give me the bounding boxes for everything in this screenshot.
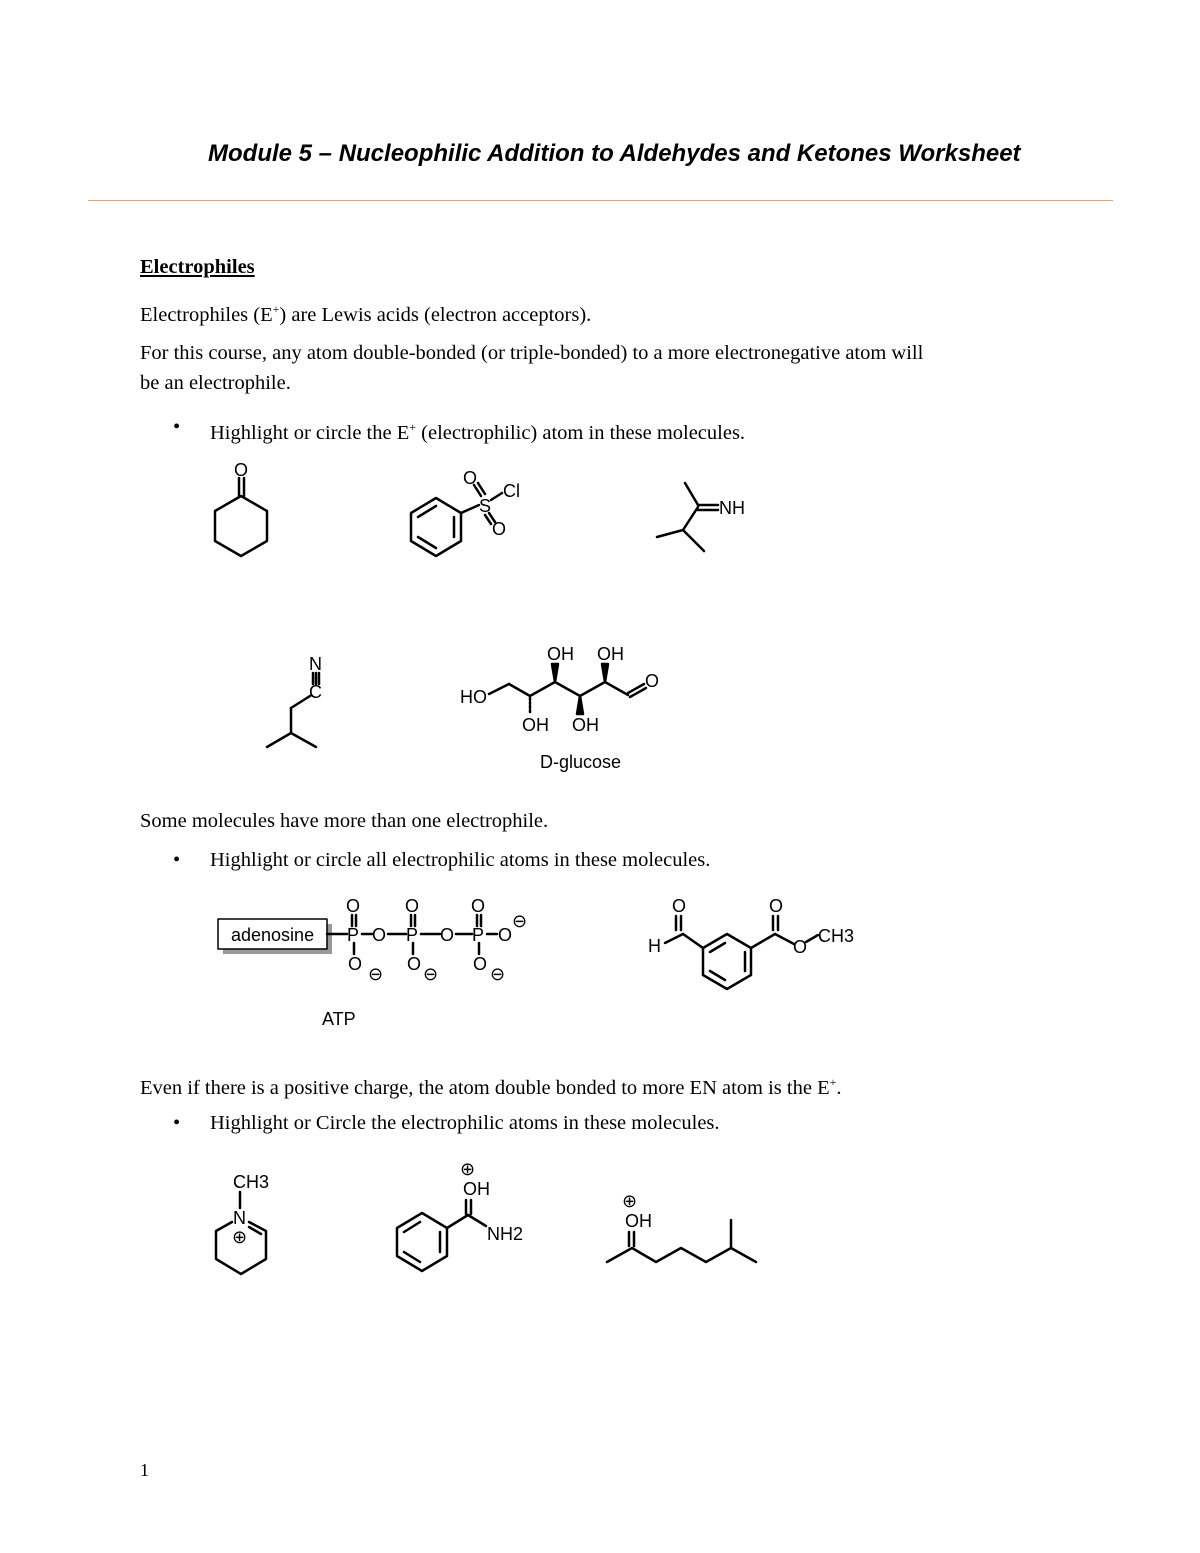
atom-label-ho: HO bbox=[460, 687, 487, 707]
paragraph-definition-line1: For this course, any atom double-bonded (or triple-bonded) to a more electronegative atom will bbox=[140, 342, 924, 364]
atom-label-c: C bbox=[309, 682, 322, 702]
atom-label-p: P bbox=[472, 925, 485, 945]
bullet-marker: • bbox=[173, 1112, 181, 1134]
atom-label-ch3: CH3 bbox=[818, 926, 855, 946]
atom-label-o: O bbox=[498, 925, 513, 945]
pyridinium-structure bbox=[216, 1172, 269, 1274]
atom-label-n: N bbox=[233, 1208, 246, 1228]
atom-label-ch3: CH3 bbox=[233, 1172, 270, 1192]
plus-sup: + bbox=[272, 302, 280, 316]
atom-label-o: O bbox=[440, 925, 455, 945]
paragraph-multiple-electrophiles: Some molecules have more than one electrophile. bbox=[140, 810, 549, 832]
charge-minus: ⊖ bbox=[490, 964, 506, 984]
glucose-structure bbox=[460, 644, 659, 772]
adenosine-label: adenosine bbox=[231, 925, 315, 945]
atom-label-oh: OH bbox=[463, 1179, 490, 1199]
bullet1-text-b: (electrophilic) atom in these molecules. bbox=[416, 421, 746, 444]
atom-label-p: P bbox=[406, 925, 419, 945]
atom-label-o: O bbox=[234, 460, 249, 480]
ester-aldehyde-structure bbox=[648, 896, 854, 989]
bullet-marker: • bbox=[173, 416, 181, 438]
plus-sup: + bbox=[409, 420, 417, 434]
paragraph-definition-line2: be an electrophile. bbox=[140, 372, 291, 394]
atom-label-o: O bbox=[473, 954, 488, 974]
atom-label-oh: OH bbox=[572, 715, 599, 735]
molecule-caption: ATP bbox=[322, 1009, 356, 1029]
atom-label-o: O bbox=[407, 954, 422, 974]
atom-label-h: H bbox=[648, 936, 661, 956]
sulfonyl-chloride-structure bbox=[411, 468, 520, 556]
charge-minus: ⊖ bbox=[423, 964, 439, 984]
bullet-instruction-3: Highlight or Circle the electrophilic atoms in these molecules. bbox=[210, 1112, 720, 1134]
charge-minus: ⊖ bbox=[368, 964, 384, 984]
atom-label-o: O bbox=[346, 896, 361, 916]
atom-label-p: P bbox=[347, 925, 360, 945]
para4-text-b: . bbox=[836, 1076, 842, 1099]
atom-label-oh: OH bbox=[547, 644, 574, 664]
atom-label-o: O bbox=[471, 896, 486, 916]
atom-label-o: O bbox=[405, 896, 420, 916]
atom-label-oh: OH bbox=[625, 1211, 652, 1231]
page-number: 1 bbox=[140, 1460, 149, 1480]
bullet-instruction-2: Highlight or circle all electrophilic atoms in these molecules. bbox=[210, 849, 711, 871]
page-title: Module 5 – Nucleophilic Addition to Aldehydes and Ketones Worksheet bbox=[208, 140, 1021, 167]
atom-label-nh2: NH2 bbox=[487, 1224, 524, 1244]
cyclohexanone-structure bbox=[215, 460, 267, 556]
para1-text-a: Electrophiles (E bbox=[140, 303, 273, 326]
atom-label-nh: NH bbox=[719, 498, 745, 518]
atom-label-cl: Cl bbox=[503, 481, 520, 501]
ketone-oh-structure bbox=[607, 1191, 756, 1262]
nitrile-structure bbox=[267, 654, 322, 747]
atom-label-n: N bbox=[309, 654, 322, 674]
atom-label-o: O bbox=[672, 896, 687, 916]
atom-label-o: O bbox=[492, 519, 507, 539]
plus-sup: + bbox=[829, 1075, 837, 1089]
atom-label-o: O bbox=[645, 671, 660, 691]
charge-plus: ⊕ bbox=[622, 1191, 638, 1211]
section-heading: Electrophiles bbox=[140, 256, 255, 278]
bullet-marker: • bbox=[173, 849, 181, 871]
charge-plus: ⊕ bbox=[232, 1227, 248, 1247]
amide-structure bbox=[397, 1159, 523, 1271]
para4-text-a: Even if there is a positive charge, the atom double bonded to more EN atom is the E bbox=[140, 1076, 830, 1099]
atom-label-oh: OH bbox=[597, 644, 624, 664]
para1-text-b: ) are Lewis acids (electron acceptors). bbox=[279, 303, 592, 326]
atom-label-o: O bbox=[348, 954, 363, 974]
atom-label-o: O bbox=[463, 468, 478, 488]
molecule-caption: D-glucose bbox=[540, 752, 622, 772]
bullet1-text-a: Highlight or circle the E bbox=[210, 421, 410, 444]
atom-label-oh: OH bbox=[522, 715, 549, 735]
atom-label-o: O bbox=[769, 896, 784, 916]
atp-structure bbox=[218, 896, 527, 1029]
imine-structure bbox=[657, 483, 745, 551]
atom-label-s: S bbox=[479, 496, 492, 516]
charge-minus: ⊖ bbox=[512, 911, 528, 931]
atom-label-o: O bbox=[793, 937, 808, 957]
atom-label-o: O bbox=[372, 925, 387, 945]
charge-plus: ⊕ bbox=[460, 1159, 476, 1179]
